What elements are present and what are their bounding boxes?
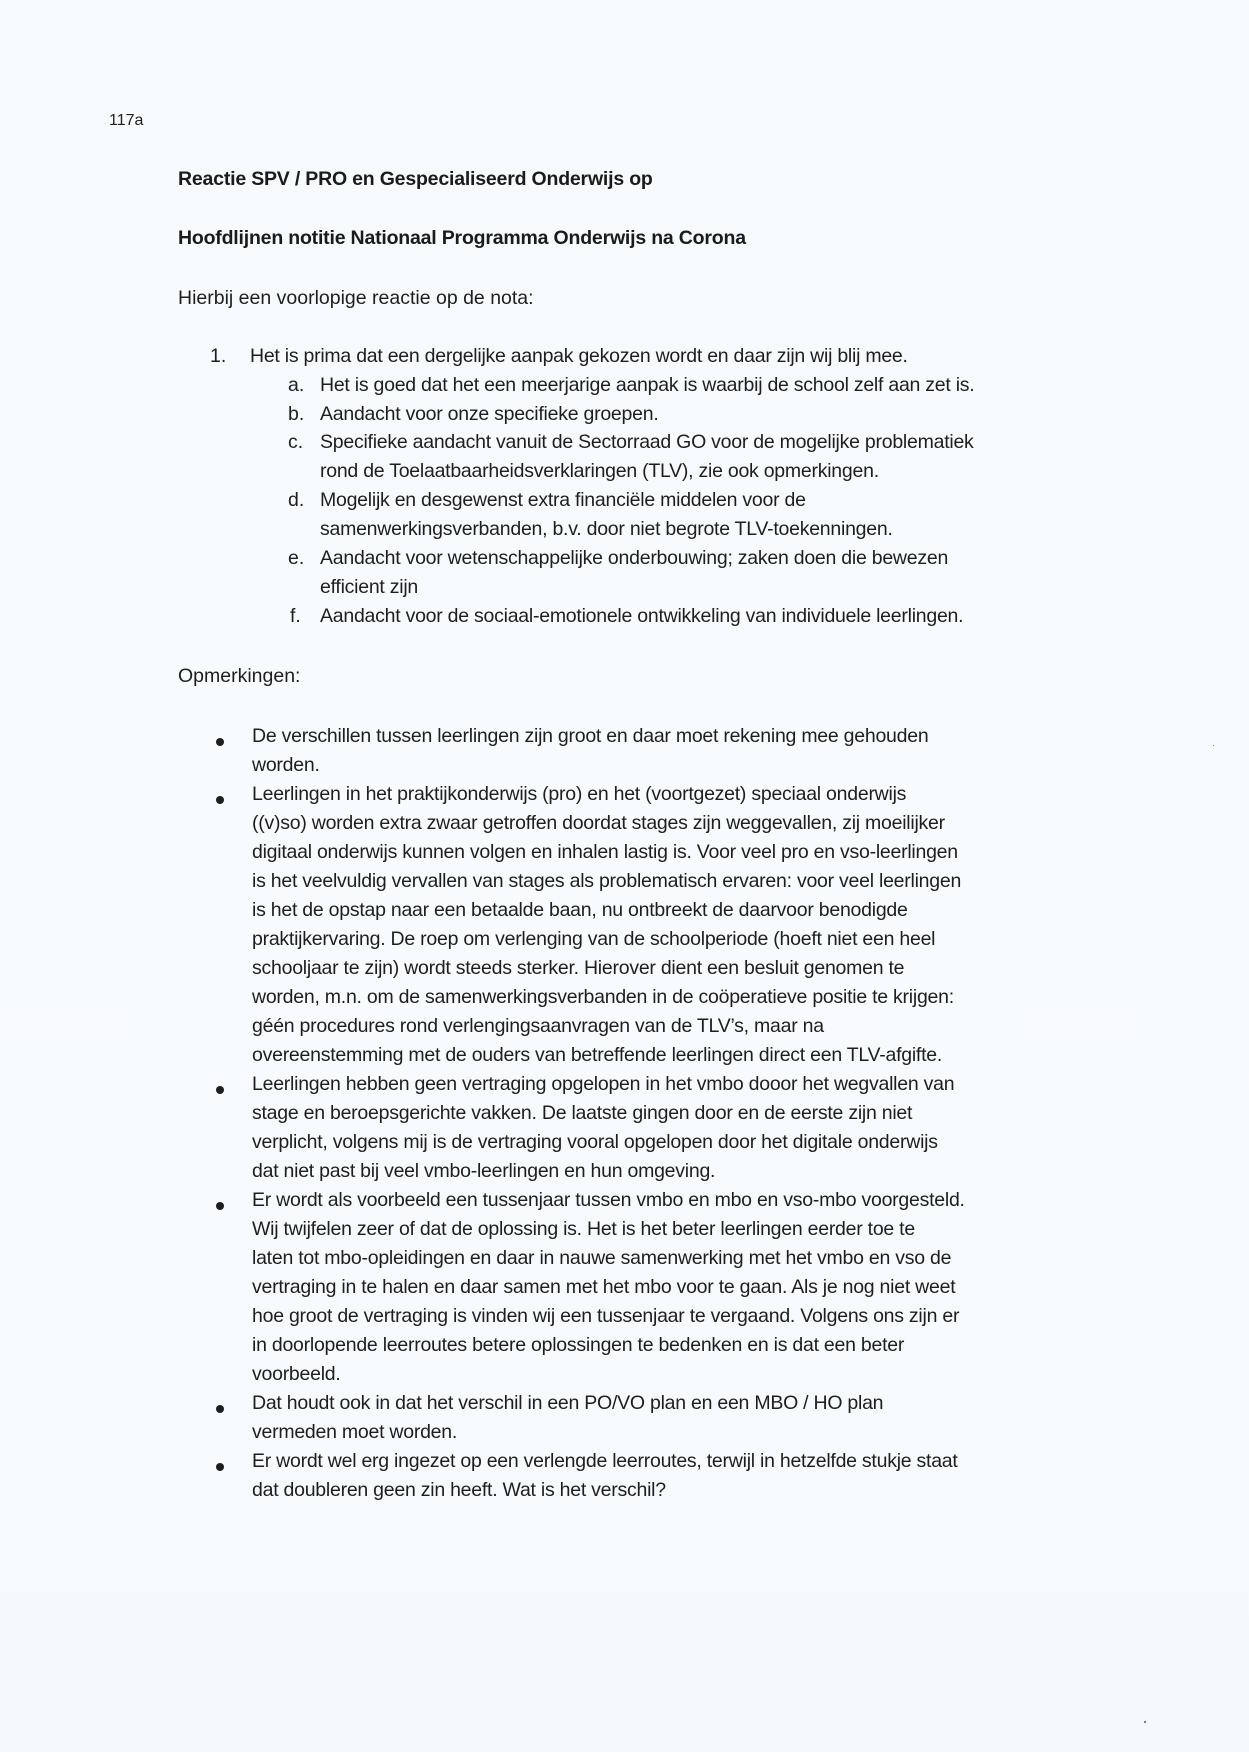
sub-item-marker: e. — [288, 547, 305, 569]
bullet-icon — [216, 796, 224, 804]
remark-text: stage en beroepsgerichte vakken. De laatste gingen door en de eerste zijn niet — [252, 1102, 913, 1124]
sub-item-marker: c. — [288, 431, 304, 453]
list-marker: 1. — [210, 345, 227, 367]
remark-text: in doorlopende leerroutes betere oplossingen te bedenken en is dat een beter — [252, 1334, 905, 1356]
bullet-icon — [216, 1463, 224, 1471]
bullet-icon — [216, 1405, 224, 1413]
remark-text: vermeden moet worden. — [252, 1421, 458, 1443]
sub-item-text: Mogelijk en desgewenst extra financiële middelen voor de — [320, 489, 806, 511]
remark-text: ((v)so) worden extra zwaar getroffen doordat stages zijn weggevallen, zij moeilijker — [252, 812, 945, 834]
remark-text: laten tot mbo-opleidingen en daar in nauwe samenwerking met het vmbo en vso de — [252, 1247, 952, 1269]
remark-text: worden, m.n. om de samenwerkingsverbanden in de coöperatieve positie te krijgen: — [252, 986, 954, 1008]
sub-item-text: Aandacht voor de sociaal-emotionele ontwikkeling van individuele leerlingen. — [320, 605, 964, 627]
remark-text: Leerlingen in het praktijkonderwijs (pro) en het (voortgezet) speciaal onderwijs — [252, 783, 907, 805]
bullet-icon — [216, 738, 224, 746]
document-title-line-1: Reactie SPV / PRO en Gespecialiseerd Onderwijs op — [178, 168, 653, 190]
remark-text: vertraging in te halen en daar samen met het mbo voor te gaan. Als je nog niet weet — [252, 1276, 956, 1298]
remark-text: worden. — [252, 754, 320, 776]
remark-text: schooljaar te zijn) wordt steeds sterker. Hierover dient een besluit genomen te — [252, 957, 905, 979]
remark-text: overeenstemming met de ouders van betreffende leerlingen direct een TLV-afgifte. — [252, 1044, 943, 1066]
bullet-icon — [216, 1202, 224, 1210]
remark-text: is het de opstap naar een betaalde baan, nu ontbreekt de daarvoor benodigde — [252, 899, 908, 921]
sub-item-marker: a. — [288, 374, 305, 396]
remarks-heading: Opmerkingen: — [178, 665, 301, 687]
remark-text: Er wordt wel erg ingezet op een verlengde leerroutes, terwijl in hetzelfde stukje staat — [252, 1450, 958, 1472]
remark-text: Leerlingen hebben geen vertraging opgelopen in het vmbo dooor het wegvallen van — [252, 1073, 955, 1095]
remark-text: verplicht, volgens mij is de vertraging vooral opgelopen door het digitale onderwijs — [252, 1131, 938, 1153]
sub-item-marker: d. — [288, 489, 305, 511]
sub-item-text-continued: rond de Toelaatbaarheidsverklaringen (TLV), zie ook opmerkingen. — [320, 460, 879, 482]
sub-item-text: Specifieke aandacht vanuit de Sectorraad GO voor de mogelijke problematiek — [320, 431, 974, 453]
remark-text: hoe groot de vertraging is vinden wij een tussenjaar te vergaand. Volgens ons zijn er — [252, 1305, 960, 1327]
sub-item-text-continued: samenwerkingsverbanden, b.v. door niet begrote TLV-toekenningen. — [320, 518, 893, 540]
page-number: 117a — [109, 112, 144, 129]
sub-item-text: Aandacht voor wetenschappelijke onderbouwing; zaken doen die bewezen — [320, 547, 949, 569]
remark-text: is het veelvuldig vervallen van stages als problematisch ervaren: voor veel leerlingen — [252, 870, 962, 892]
sub-item-text: Aandacht voor onze specifieke groepen. — [320, 403, 659, 425]
scan-speck — [1213, 745, 1214, 746]
remark-text: géén procedures rond verlengingsaanvragen van de TLV’s, maar na — [252, 1015, 824, 1037]
document-title-line-2: Hoofdlijnen notitie Nationaal Programma Onderwijs na Corona — [178, 227, 746, 249]
sub-item-text: Het is goed dat het een meerjarige aanpak is waarbij de school zelf aan zet is. — [320, 374, 975, 396]
remark-text: Er wordt als voorbeeld een tussenjaar tussen vmbo en mbo en vso-mbo voorgesteld. — [252, 1189, 965, 1211]
remark-text: De verschillen tussen leerlingen zijn groot en daar moet rekening mee gehouden — [252, 725, 929, 747]
scan-speck — [1144, 1721, 1146, 1723]
remark-text: Wij twijfelen zeer of dat de oplossing is. Het is het beter leerlingen eerder toe te — [252, 1218, 915, 1240]
remark-text: voorbeeld. — [252, 1363, 341, 1385]
sub-item-text-continued: efficient zijn — [320, 576, 419, 598]
list-item-text: Het is prima dat een dergelijke aanpak gekozen wordt en daar zijn wij blij mee. — [250, 345, 908, 367]
remark-text: digitaal onderwijs kunnen volgen en inhalen lastig is. Voor veel pro en vso-leerlingen — [252, 841, 958, 863]
sub-item-marker: b. — [288, 403, 305, 425]
intro-paragraph: Hierbij een voorlopige reactie op de nota: — [178, 287, 534, 309]
bullet-icon — [216, 1086, 224, 1094]
remark-text: dat niet past bij veel vmbo-leerlingen en hun omgeving. — [252, 1160, 716, 1182]
remark-text: dat doubleren geen zin heeft. Wat is het verschil? — [252, 1479, 666, 1501]
remark-text: praktijkervaring. De roep om verlenging van de schoolperiode (hoeft niet een heel — [252, 928, 936, 950]
remark-text: Dat houdt ook in dat het verschil in een PO/VO plan en een MBO / HO plan — [252, 1392, 884, 1414]
sub-item-marker: f. — [290, 605, 301, 627]
